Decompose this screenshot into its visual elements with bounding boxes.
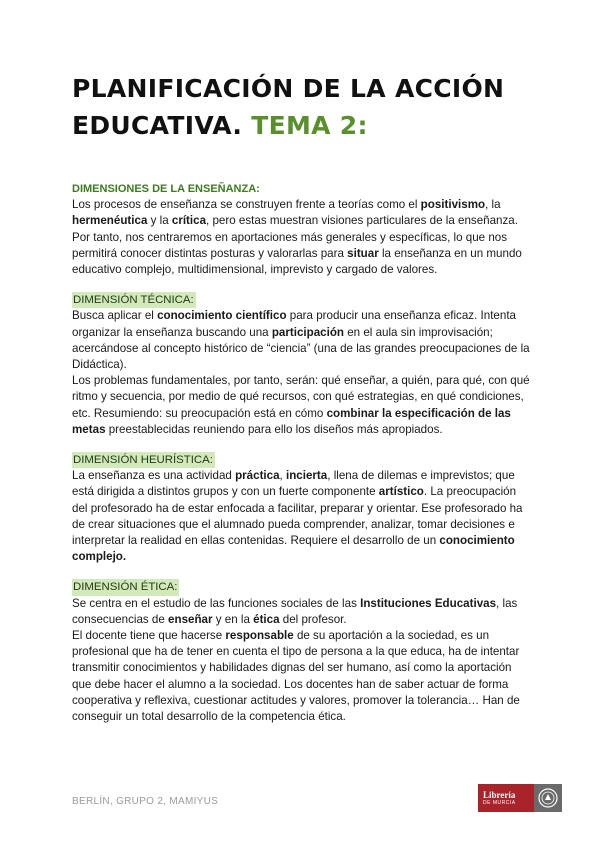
bold-term: hermenéutica — [72, 214, 148, 228]
text-run: Se centra en el estudio de las funciones sociales de las — [72, 596, 361, 610]
text-run: El docente tiene que hacerse — [72, 629, 226, 643]
bold-term: combinar la especificación de las metas — [72, 406, 511, 436]
bold-term: situar — [347, 246, 379, 260]
section-paragraph — [72, 468, 532, 565]
bold-term: conocimiento complejo. — [72, 534, 515, 564]
section-dimensiones — [72, 181, 532, 278]
section-heading: DIMENSIÓN ÉTICA: — [72, 579, 179, 595]
section-paragraph — [72, 373, 532, 438]
section-paragraph — [72, 628, 532, 725]
section-paragraph — [72, 197, 532, 278]
page-footer: BERLÍN, GRUPO 2, MAMIYUS — [72, 796, 219, 807]
section-heading: DIMENSIÓN TÉCNICA: — [72, 292, 196, 308]
text-run: , — [279, 469, 286, 483]
logo-line1: Librería — [483, 789, 516, 800]
text-run: , pero estas muestran visiones particulares de la enseñanza. Por tanto, nos centraremos en aportaciones más generales y específicas, lo que nos permitirá conocer distintas posturas y valorarlas para — [72, 214, 518, 260]
bold-term: práctica — [235, 469, 280, 483]
section-paragraph — [72, 308, 532, 373]
text-run: la enseñanza en un mundo educativo complejo, multidimensional, imprevisto y cargado de valores. — [72, 246, 522, 277]
page-title — [72, 70, 542, 144]
text-run: y en la — [212, 612, 254, 626]
section-etica — [72, 579, 532, 725]
libreria-logo — [478, 784, 562, 812]
bold-term: incierta — [286, 469, 328, 483]
bold-term: participación — [271, 325, 344, 339]
document-body — [72, 181, 532, 739]
text-run: preestablecidas reuniendo para ello los diseños más apropiados. — [105, 422, 443, 436]
text-run: y la — [147, 214, 172, 228]
text-run: . La preocupación del profesorado ha de estar enfocada a facilitar, preparar y orientar. Ese profesorado ha de crear situaciones que el alumnado pueda comprender, analizar, tomar decisiones e interpretar la realidad en ellas contenidas. Requiere el desarrollo de un — [72, 485, 523, 548]
title-main: PLANIFICACIÓN DE LA ACCIÓN EDUCATIVA. — [72, 74, 505, 140]
section-tecnica — [72, 292, 532, 438]
text-run: Los procesos de enseñanza se construyen frente a teorías como el — [72, 198, 421, 212]
text-run: Los problemas fundamentales, por tanto, serán: qué enseñar, a quién, para qué, con qué ritmo y secuencia, por medio de qué recursos, con qué estrategias, en qué condiciones, etc. Resumiendo: su preocupación está en cómo — [72, 374, 530, 420]
bold-term: artístico — [378, 485, 424, 499]
logo-wordmark — [478, 784, 534, 812]
text-run: La enseñanza es una actividad — [72, 469, 236, 483]
title-accent: TEMA 2: — [251, 111, 368, 140]
text-run: , la — [485, 198, 501, 212]
text-run: , llena de dilemas e imprevistos; que está dirigida a distintos grupos y con un fuerte componente — [72, 469, 515, 499]
section-paragraph — [72, 596, 532, 628]
university-seal-icon — [534, 784, 562, 812]
text-run: Busca aplicar el — [72, 309, 158, 323]
bold-term: ética — [253, 612, 280, 626]
text-run: en el aula sin improvisación; acercándose al concepto histórico de “ciencia” (una de las grandes preocupaciones de la Didáctica). — [72, 325, 530, 372]
section-heuristica — [72, 452, 532, 565]
text-run: , las consecuencias de — [72, 596, 518, 626]
text-run: de su aportación a la sociedad, es un profesional que ha de tener en cuenta el tipo de persona a la que educa, ha de intentar transmitir conocimientos y habilidades dignas del ser humano, así como la aportación que debe hacer el alumno a la sociedad. Los docentes han de saber actuar de forma cooperativa y reflexiva, cuestionar actitudes y valores, promover la tolerancia… Han de conseguir un total desarrollo de la competencia ética. — [72, 629, 520, 724]
section-heading: DIMENSIÓN HEURÍSTICA: — [72, 452, 215, 468]
section-heading: DIMENSIONES DE LA ENSEÑANZA: — [72, 183, 260, 195]
bold-term: enseñar — [168, 612, 213, 626]
logo-line2: DE MURCIA — [483, 799, 516, 806]
bold-term: conocimiento científico — [157, 309, 287, 323]
text-run: para producir una enseñanza eficaz. Intenta organizar la enseñanza buscando una — [72, 309, 516, 339]
bold-term: positivismo — [420, 198, 486, 212]
bold-term: Instituciones Educativas — [360, 596, 497, 610]
bold-term: crítica — [171, 214, 207, 228]
text-run: del profesor. — [279, 612, 347, 626]
bold-term: responsable — [225, 629, 294, 643]
